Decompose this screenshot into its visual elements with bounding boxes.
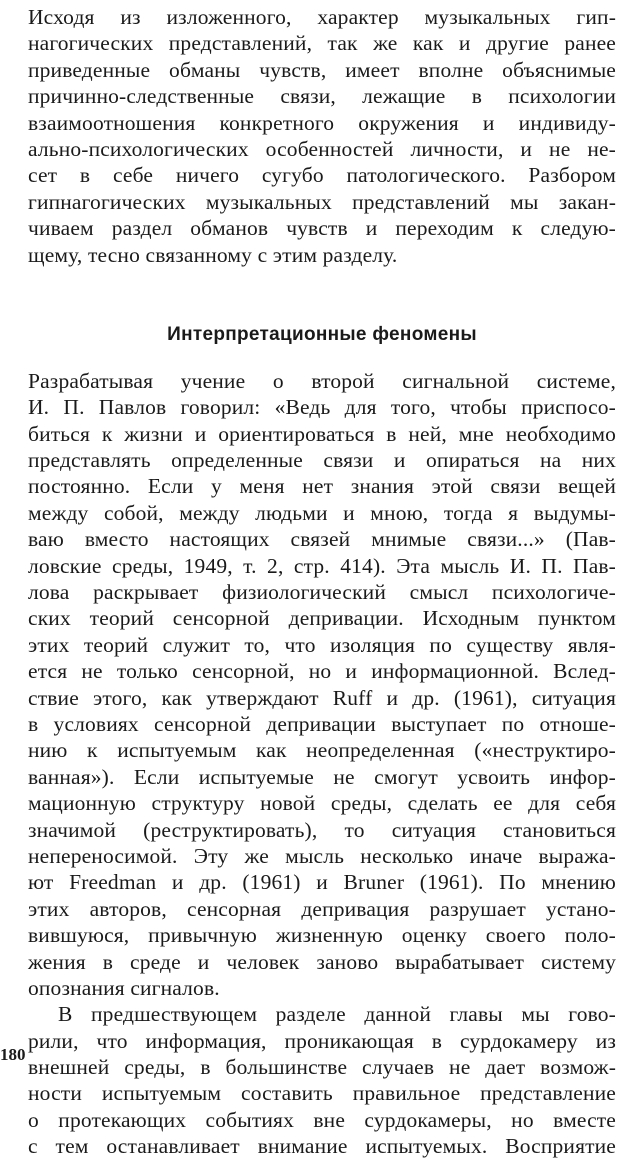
text-line: ствие этого, как утверждают Ruff и др. (1961), ситуация [28,685,616,710]
text-line: гипнагогических музыкальных представлений мы закан- [28,189,616,214]
paragraph-intro [28,4,616,268]
text-line: нагогических представлений, так же как и другие ранее [28,31,616,56]
text-line: щему, тесно связанному с этим разделу. [28,242,398,267]
text-line: непереносимой. Эту же мысль несколько иначе выража- [28,843,616,868]
paragraph-pavlov [28,368,616,1001]
text-line: между собой, между людьми и мною, тогда я выдумы- [28,500,616,525]
text-line: вившуюся, привычную жизненную оценку своего поло- [28,923,616,948]
text-line: жения в среде и человек заново вырабатывает систему [28,949,616,974]
text-line: ванная»). Если испытуемые не смогут усвоить инфор- [28,764,616,789]
text-line: ловские среды, 1949, т. 2, стр. 414). Эта мысль И. П. Пав- [28,553,616,578]
text-line: опознания сигналов. [28,975,220,1000]
text-line: значимой (реструктировать), то ситуация становиться [28,817,616,842]
text-line: сет в себе ничего сугубо патологического. Разбором [28,163,616,188]
section-heading: Интерпретационные феномены [167,323,477,345]
text-line: ется не только сенсорной, но и информационной. Вслед- [28,659,616,684]
text-line: этих авторов, сенсорная депривация разрушает устано- [28,896,616,921]
text-line: взаимоотношения конкретного окружения и индивиду- [28,110,616,135]
text-line: мационную структуру новой среды, сделать ее для себя [28,791,616,816]
text-line: с тем останавливает внимание испытуемых. Восприятие [28,1134,616,1159]
text-line: причинно-следственные связи, лежащие в психологии [28,84,616,109]
text-line: представлять определенные связи и опираться на них [28,448,616,473]
text-line: ваю вместо настоящих связей мнимые связи...» (Пав- [28,527,616,552]
text-line: Исходя из изложенного, характер музыкальных гип- [28,5,616,29]
text-line: лова раскрывает физиологический смысл психологиче- [28,580,616,605]
paragraph-previous-section [28,1001,616,1159]
text-line: В предшествующем разделе данной главы мы гово- [58,1002,616,1027]
text-line: И. П. Павлов говорил: «Ведь для того, чтобы приспосо- [28,395,616,420]
text-line: чиваем раздел обманов чувств и переходим к следую- [28,216,616,241]
text-line: ности испытуемым составить правильное представление [28,1081,616,1106]
text-line: ют Freedman и др. (1961) и Bruner (1961). По мнению [28,870,616,895]
book-page [28,4,616,1160]
text-line: Разрабатывая учение о второй сигнальной системе, [28,368,616,393]
text-line: биться к жизни и ориентироваться в ней, мне необходимо [28,421,616,446]
text-line: ских теорий сенсорной депривации. Исходным пунктом [28,606,616,631]
text-line: ально-психологических особенностей личности, и не не- [28,136,616,161]
text-line: рили, что информация, проникающая в сурдокамеру из [28,1028,616,1053]
page-number: 180 [0,1045,26,1064]
text-line: этих теорий служит то, что изоляция по существу явля- [28,632,616,657]
text-line: в условиях сенсорной депривации выступает по отноше- [28,711,616,736]
text-line: о протекающих событиях вне сурдокамеры, но вместе [28,1107,616,1132]
text-line: приведенные обманы чувств, имеет вполне объяснимые [28,57,616,82]
text-line: нию к испытуемым как неопределенная («неструктиро- [28,738,616,763]
text-line: внешней среды, в большинстве случаев не дает возмож- [28,1055,616,1080]
text-line: постоянно. Если у меня нет знания этой связи вещей [28,474,616,499]
